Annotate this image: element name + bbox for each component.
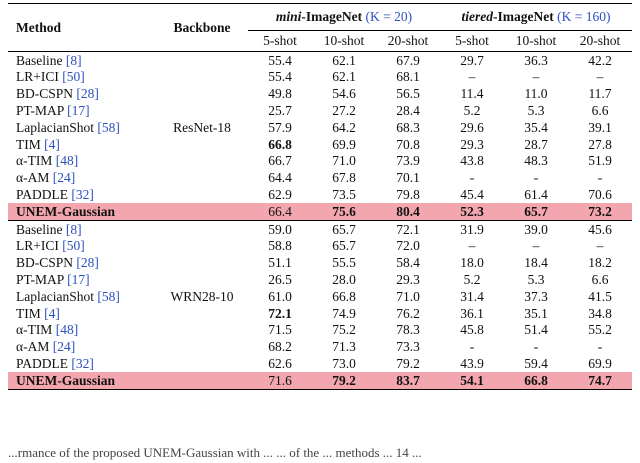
score-cell: 18.0 bbox=[460, 255, 484, 271]
citation-link[interactable]: [24] bbox=[52, 339, 76, 355]
score-cell: 79.2 bbox=[312, 372, 376, 389]
score-cell: 45.6 bbox=[588, 221, 612, 237]
citation-link[interactable]: [58] bbox=[97, 119, 120, 135]
method-name: PT-MAP bbox=[16, 103, 64, 119]
score-cell: 18.2 bbox=[588, 255, 612, 271]
backbone-cell bbox=[156, 153, 248, 170]
method-cell bbox=[8, 339, 156, 356]
score-cell: 69.9 bbox=[588, 355, 612, 371]
score-cell: 62.1 bbox=[332, 69, 356, 85]
method-name: UNEM-Gaussian bbox=[16, 203, 116, 219]
score-cell: 65.7 bbox=[332, 221, 356, 237]
score-cell: 36.1 bbox=[460, 305, 484, 321]
score-cell: 31.9 bbox=[460, 221, 484, 237]
method-cell bbox=[8, 220, 156, 237]
method-cell bbox=[8, 186, 156, 203]
score-cell: 39.0 bbox=[524, 221, 548, 237]
score-cell: – bbox=[532, 238, 540, 254]
results-table bbox=[8, 3, 632, 390]
score-cell: 58.4 bbox=[396, 255, 420, 271]
score-cell: 5.2 bbox=[463, 103, 481, 119]
score-cell: 72.1 bbox=[268, 305, 292, 321]
score-cell: 51.9 bbox=[588, 153, 612, 169]
method-cell bbox=[8, 86, 156, 103]
table-row bbox=[8, 322, 632, 339]
score-cell: - bbox=[469, 339, 475, 355]
score-cell: 72.0 bbox=[396, 238, 420, 254]
score-cell: 29.6 bbox=[460, 119, 484, 135]
score-cell: - bbox=[469, 170, 475, 186]
score-cell: 59.4 bbox=[524, 355, 548, 371]
score-cell: 39.1 bbox=[588, 119, 612, 135]
table-row bbox=[8, 69, 632, 86]
score-cell: 34.8 bbox=[588, 305, 612, 321]
citation-link[interactable]: [50] bbox=[62, 238, 85, 254]
score-cell: 64.4 bbox=[268, 170, 292, 186]
score-cell: 5.3 bbox=[527, 103, 545, 119]
score-cell: 74.9 bbox=[332, 305, 356, 321]
tiered-k-label: (K = 160) bbox=[557, 9, 611, 25]
method-name: α-TIM bbox=[16, 322, 53, 338]
score-cell: 25.7 bbox=[268, 103, 292, 119]
method-cell bbox=[8, 136, 156, 153]
score-cell: 73.5 bbox=[332, 187, 356, 203]
method-cell bbox=[8, 69, 156, 86]
score-cell: 58.8 bbox=[268, 238, 292, 254]
score-cell: 71.0 bbox=[396, 288, 420, 304]
score-cell: 71.0 bbox=[332, 153, 356, 169]
table-row bbox=[8, 238, 632, 255]
score-cell: 43.8 bbox=[460, 153, 484, 169]
method-name: TIM bbox=[16, 305, 41, 321]
method-cell bbox=[8, 170, 156, 187]
score-cell: 18.4 bbox=[524, 255, 548, 271]
score-cell: 62.1 bbox=[332, 52, 356, 68]
shot-header: 5-shot bbox=[248, 31, 312, 52]
score-cell: 73.0 bbox=[332, 355, 356, 371]
score-cell: 41.5 bbox=[588, 288, 612, 304]
score-cell: - bbox=[533, 170, 539, 186]
backbone-cell bbox=[156, 69, 248, 86]
method-cell bbox=[8, 203, 156, 220]
method-cell bbox=[8, 102, 156, 119]
score-cell: 28.4 bbox=[396, 103, 420, 119]
score-cell: 75.6 bbox=[312, 203, 376, 220]
table-row bbox=[8, 153, 632, 170]
method-cell bbox=[8, 305, 156, 322]
score-cell: 45.4 bbox=[460, 187, 484, 203]
backbone-cell bbox=[156, 322, 248, 339]
score-cell: 52.3 bbox=[440, 203, 504, 220]
score-cell: 66.7 bbox=[268, 153, 292, 169]
score-cell: 48.3 bbox=[524, 153, 548, 169]
citation-link[interactable]: [17] bbox=[67, 103, 90, 119]
backbone-cell bbox=[156, 355, 248, 372]
score-cell: 31.4 bbox=[460, 288, 484, 304]
citation-link[interactable]: [8] bbox=[65, 52, 82, 68]
score-cell: 29.3 bbox=[460, 136, 484, 152]
method-name: PADDLE bbox=[16, 187, 69, 203]
score-cell: 28.0 bbox=[332, 272, 356, 287]
backbone-cell: WRN28-10 bbox=[170, 288, 234, 304]
score-cell: 65.7 bbox=[332, 238, 356, 254]
method-name: Baseline bbox=[16, 52, 63, 68]
score-cell: 11.4 bbox=[460, 86, 484, 102]
table-row bbox=[8, 220, 632, 237]
score-cell: 57.9 bbox=[268, 119, 292, 135]
score-cell: 65.7 bbox=[504, 203, 568, 220]
score-cell: 5.3 bbox=[527, 272, 545, 287]
score-cell: 35.1 bbox=[524, 305, 548, 321]
backbone-cell bbox=[156, 339, 248, 356]
citation-link[interactable]: [28] bbox=[76, 255, 99, 271]
score-cell: – bbox=[468, 69, 476, 85]
score-cell: 49.8 bbox=[268, 86, 292, 102]
method-name: PT-MAP bbox=[16, 272, 64, 287]
method-header: Method bbox=[16, 19, 61, 35]
score-cell: 35.4 bbox=[524, 119, 548, 135]
table-row bbox=[8, 136, 632, 153]
method-cell bbox=[8, 119, 156, 136]
score-cell: 11.0 bbox=[524, 86, 548, 102]
table-row bbox=[8, 203, 632, 220]
backbone-cell bbox=[156, 220, 248, 237]
backbone-cell bbox=[156, 255, 248, 272]
score-cell: 37.3 bbox=[524, 288, 548, 304]
score-cell: 43.9 bbox=[460, 355, 484, 371]
score-cell: 66.8 bbox=[268, 136, 292, 152]
score-cell: 70.8 bbox=[396, 136, 420, 152]
score-cell: 83.7 bbox=[376, 372, 440, 389]
backbone-cell bbox=[156, 170, 248, 187]
score-cell: 79.8 bbox=[396, 187, 420, 203]
score-cell: 27.8 bbox=[588, 136, 612, 152]
score-cell: 71.5 bbox=[268, 322, 292, 338]
score-cell: – bbox=[596, 69, 604, 85]
score-cell: 70.1 bbox=[396, 170, 420, 186]
score-cell: - bbox=[533, 339, 539, 355]
table-caption: ...rmance of the proposed UNEM-Gaussian with ... ... of the ... methods ... 14 ... bbox=[8, 445, 422, 460]
score-cell: - bbox=[597, 170, 603, 186]
method-name: LaplacianShot bbox=[16, 119, 94, 135]
score-cell: 73.3 bbox=[396, 339, 420, 355]
citation-link[interactable]: [4] bbox=[44, 305, 60, 321]
method-cell bbox=[8, 372, 156, 389]
tiered-imagenet-header: tiered-ImageNet (K = 160) bbox=[440, 4, 632, 31]
table-row bbox=[8, 102, 632, 119]
score-cell: – bbox=[596, 238, 604, 254]
score-cell: – bbox=[532, 69, 540, 85]
method-name: BD-CSPN bbox=[16, 86, 74, 102]
shot-header: 10-shot bbox=[504, 31, 568, 52]
citation-link[interactable]: [8] bbox=[65, 221, 82, 237]
score-cell: 70.6 bbox=[588, 187, 612, 203]
method-cell bbox=[8, 355, 156, 372]
score-cell: 51.1 bbox=[268, 255, 292, 271]
citation-link[interactable]: [24] bbox=[52, 170, 76, 186]
score-cell: 66.8 bbox=[504, 372, 568, 389]
backbone-cell bbox=[156, 305, 248, 322]
score-cell: 29.3 bbox=[396, 272, 420, 287]
score-cell: 68.1 bbox=[396, 69, 420, 85]
results-body bbox=[8, 52, 632, 390]
score-cell: - bbox=[597, 339, 603, 355]
backbone-cell bbox=[156, 136, 248, 153]
backbone-header: Backbone bbox=[173, 19, 231, 35]
table-row bbox=[8, 305, 632, 322]
score-cell: 59.0 bbox=[268, 221, 292, 237]
mini-imagenet-header: mini-ImageNet (K = 20) bbox=[248, 4, 440, 31]
shot-header: 5-shot bbox=[440, 31, 504, 52]
method-name: α-AM bbox=[16, 170, 50, 186]
backbone-cell bbox=[156, 102, 248, 119]
backbone-cell bbox=[156, 372, 248, 389]
score-cell: 64.2 bbox=[332, 119, 356, 135]
score-cell: 68.2 bbox=[268, 339, 292, 355]
score-cell: 42.2 bbox=[588, 52, 612, 68]
score-cell: 80.4 bbox=[376, 203, 440, 220]
table-row bbox=[8, 288, 632, 305]
citation-link[interactable]: [50] bbox=[62, 69, 85, 85]
table-row bbox=[8, 119, 632, 136]
score-cell: 51.4 bbox=[524, 322, 548, 338]
table-row bbox=[8, 170, 632, 187]
score-cell: 72.1 bbox=[396, 221, 420, 237]
table-row bbox=[8, 52, 632, 69]
method-name: Baseline bbox=[16, 221, 63, 237]
method-name: α-AM bbox=[16, 339, 50, 355]
score-cell: 71.6 bbox=[248, 372, 312, 389]
table-row bbox=[8, 186, 632, 203]
backbone-cell bbox=[156, 271, 248, 288]
method-name: LR+ICI bbox=[16, 69, 59, 85]
score-cell: 29.7 bbox=[460, 52, 484, 68]
method-cell bbox=[8, 271, 156, 288]
method-name: α-TIM bbox=[16, 153, 53, 169]
score-cell: – bbox=[468, 238, 476, 254]
method-name: PADDLE bbox=[16, 355, 69, 371]
score-cell: 28.7 bbox=[524, 136, 548, 152]
score-cell: 66.4 bbox=[248, 203, 312, 220]
score-cell: 73.2 bbox=[568, 203, 632, 220]
backbone-cell: ResNet-18 bbox=[173, 119, 231, 135]
score-cell: 62.9 bbox=[268, 187, 292, 203]
score-cell: 55.4 bbox=[268, 52, 292, 68]
score-cell: 27.2 bbox=[332, 103, 356, 119]
score-cell: 36.3 bbox=[524, 52, 548, 68]
score-cell: 54.6 bbox=[332, 86, 356, 102]
score-cell: 26.5 bbox=[268, 272, 292, 287]
method-cell bbox=[8, 52, 156, 69]
score-cell: 68.3 bbox=[396, 119, 420, 135]
score-cell: 75.2 bbox=[332, 322, 356, 338]
backbone-cell bbox=[156, 238, 248, 255]
shot-header: 10-shot bbox=[312, 31, 376, 52]
method-name: LR+ICI bbox=[16, 238, 59, 254]
score-cell: 67.8 bbox=[332, 170, 356, 186]
score-cell: 11.7 bbox=[588, 86, 612, 102]
score-cell: 66.8 bbox=[332, 288, 356, 304]
method-name: UNEM-Gaussian bbox=[16, 372, 116, 388]
mini-k-label: (K = 20) bbox=[365, 9, 413, 25]
shot-header: 20-shot bbox=[376, 31, 440, 52]
backbone-cell bbox=[156, 203, 248, 220]
table-row bbox=[8, 339, 632, 356]
backbone-cell bbox=[156, 52, 248, 69]
score-cell: 61.0 bbox=[268, 288, 292, 304]
score-cell: 74.7 bbox=[568, 372, 632, 389]
citation-link[interactable]: [48] bbox=[55, 153, 79, 169]
method-cell bbox=[8, 255, 156, 272]
score-cell: 76.2 bbox=[396, 305, 420, 321]
citation-link[interactable]: [58] bbox=[97, 288, 120, 304]
table-row bbox=[8, 355, 632, 372]
citation-link[interactable]: [48] bbox=[55, 322, 79, 338]
score-cell: 5.2 bbox=[463, 272, 481, 287]
citation-link[interactable]: [32] bbox=[71, 187, 94, 203]
backbone-cell bbox=[156, 86, 248, 103]
method-cell bbox=[8, 238, 156, 255]
method-cell bbox=[8, 288, 156, 305]
score-cell: 55.4 bbox=[268, 69, 292, 85]
score-cell: 55.2 bbox=[588, 322, 612, 338]
score-cell: 67.9 bbox=[396, 52, 420, 68]
score-cell: 62.6 bbox=[268, 355, 292, 371]
method-name: TIM bbox=[16, 136, 41, 152]
score-cell: 69.9 bbox=[332, 136, 356, 152]
citation-link[interactable]: [32] bbox=[71, 355, 94, 371]
table-row bbox=[8, 255, 632, 272]
method-cell bbox=[8, 153, 156, 170]
table-row bbox=[8, 372, 632, 389]
method-cell bbox=[8, 322, 156, 339]
score-cell: 6.6 bbox=[591, 272, 609, 287]
score-cell: 71.3 bbox=[332, 339, 356, 355]
score-cell: 55.5 bbox=[332, 255, 356, 271]
score-cell: 45.8 bbox=[460, 322, 484, 338]
score-cell: 6.6 bbox=[591, 103, 609, 119]
method-name: LaplacianShot bbox=[16, 288, 94, 304]
citation-link[interactable]: [4] bbox=[44, 136, 60, 152]
score-cell: 56.5 bbox=[396, 86, 420, 102]
score-cell: 79.2 bbox=[396, 355, 420, 371]
score-cell: 78.3 bbox=[396, 322, 420, 338]
score-cell: 54.1 bbox=[440, 372, 504, 389]
citation-link[interactable]: [28] bbox=[76, 86, 99, 102]
score-cell: 73.9 bbox=[396, 153, 420, 169]
shot-header: 20-shot bbox=[568, 31, 632, 52]
score-cell: 61.4 bbox=[524, 187, 548, 203]
table-row bbox=[8, 86, 632, 103]
method-name: BD-CSPN bbox=[16, 255, 74, 271]
table-row bbox=[8, 271, 632, 288]
citation-link[interactable]: [17] bbox=[67, 272, 90, 287]
backbone-cell bbox=[156, 186, 248, 203]
